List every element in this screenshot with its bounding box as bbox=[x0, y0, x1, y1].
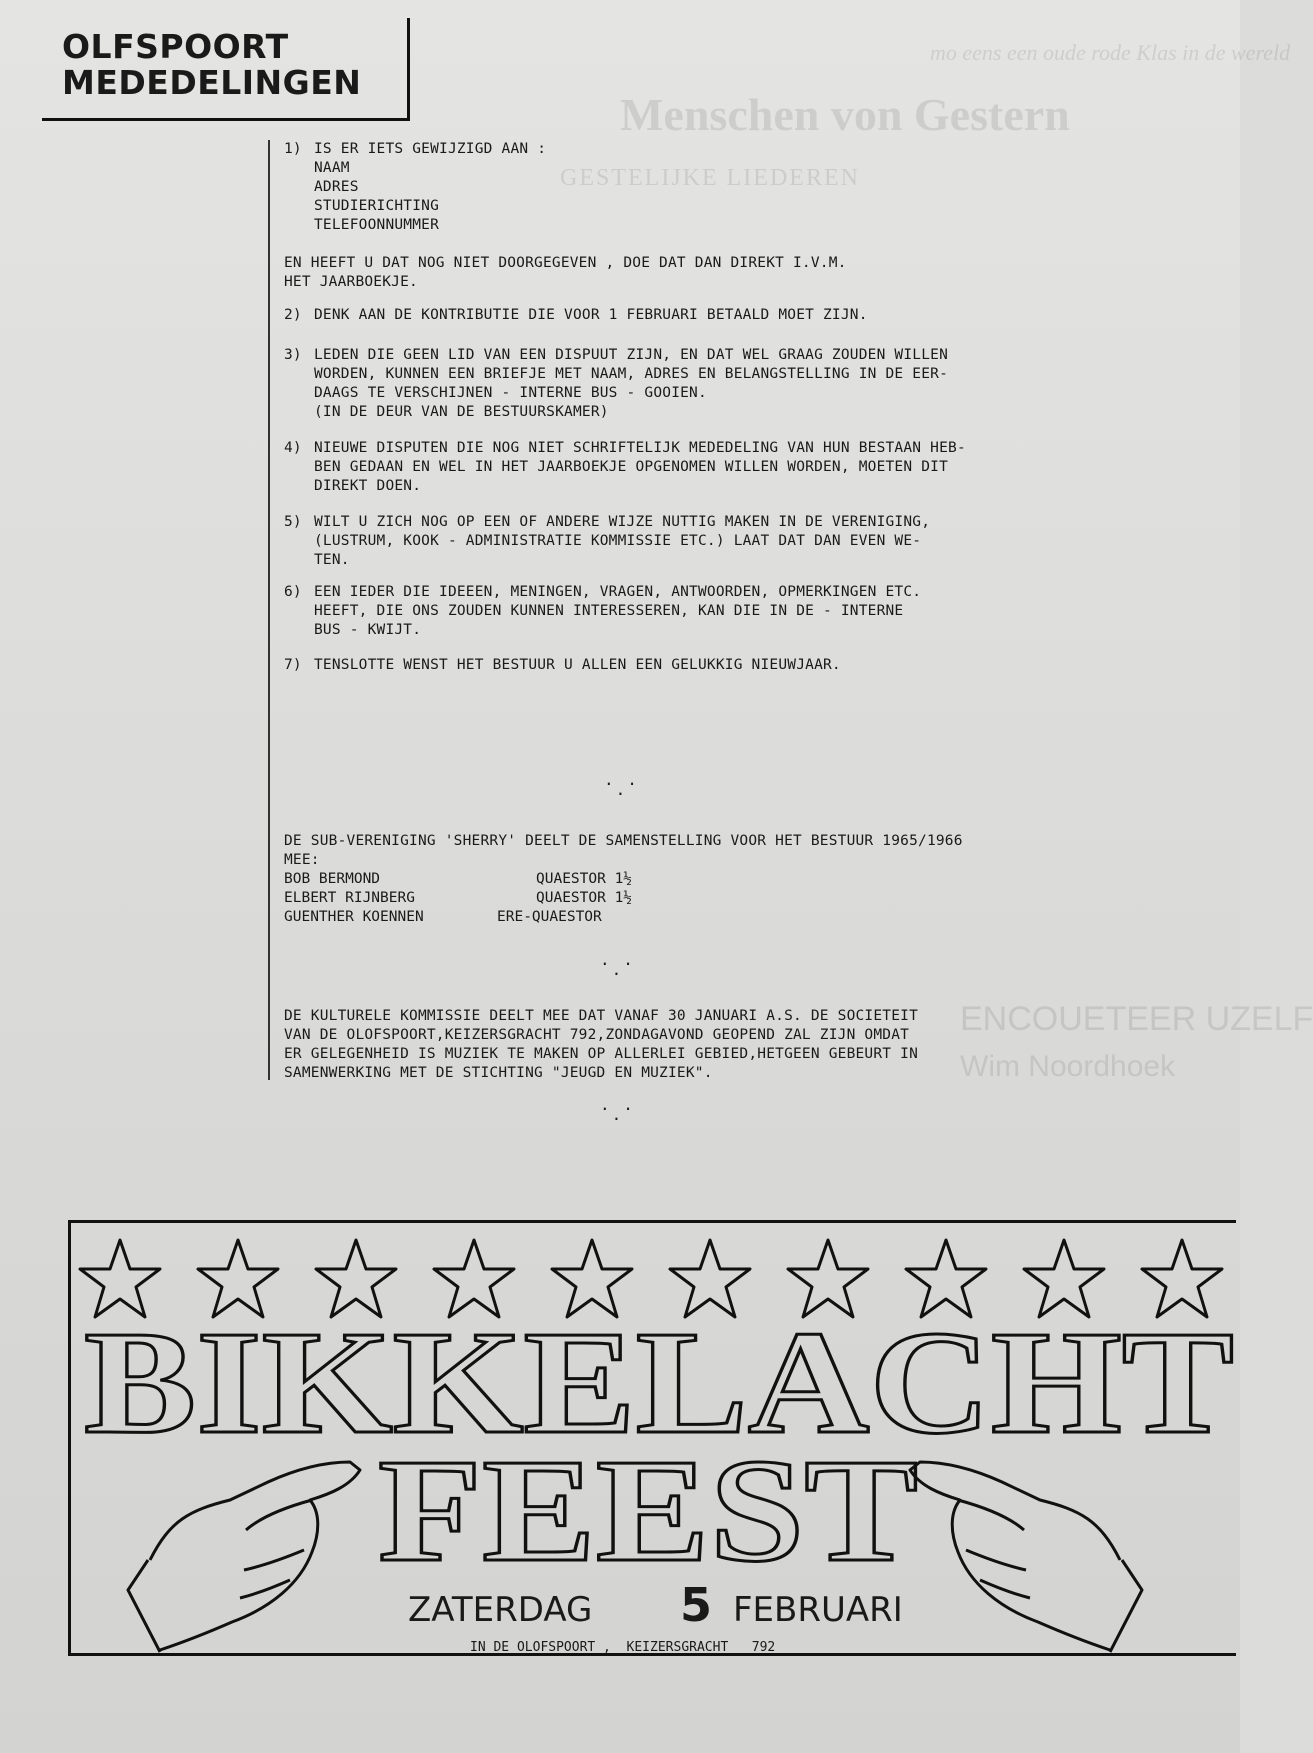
bleed-through-author: Wim Noordhoek bbox=[960, 1050, 1176, 1083]
kulturele-line-3: ER GELEGENHEID IS MUZIEK TE MAKEN OP ALLERLEI GEBIED,HETGEEN GEBEURT IN bbox=[284, 1046, 919, 1062]
item-1-line-1: IS ER IETS GEWIJZIGD AAN : bbox=[314, 141, 547, 157]
poster-day: ZATERDAG bbox=[408, 1590, 593, 1630]
bleed-through-heading: ENCOUETEER UZELF bbox=[960, 1000, 1313, 1038]
sherry-line-1: DE SUB-VERENIGING 'SHERRY' DEELT DE SAMENSTELLING VOOR HET BESTUUR 1965/1966 bbox=[284, 833, 963, 849]
item-3-line-1: LEDEN DIE GEEN LID VAN EEN DISPUUT ZIJN, EN DAT WEL GRAAG ZOUDEN WILLEN bbox=[314, 347, 949, 363]
item-1-line-5: TELEFOONNUMMER bbox=[314, 217, 440, 233]
poster-date-number: 5 bbox=[680, 1578, 713, 1632]
item-1-line-3: ADRES bbox=[314, 179, 359, 195]
item-3-line-4: (IN DE DEUR VAN DE BESTUURSKAMER) bbox=[314, 404, 609, 420]
separator-dots-2: . . . bbox=[600, 950, 635, 979]
item-1-line-2: NAAM bbox=[314, 160, 350, 176]
item-4-line-3: DIREKT DOEN. bbox=[314, 478, 422, 494]
item-5-line-2: (LUSTRUM, KOOK - ADMINISTRATIE KOMMISSIE ETC.) LAAT DAT DAN EVEN WE- bbox=[314, 533, 922, 549]
item-3-number: 3) bbox=[284, 347, 302, 363]
bleed-through-subtitle: GESTELIJKE LIEDEREN bbox=[560, 165, 860, 191]
kulturele-line-4: SAMENWERKING MET DE STICHTING "JEUGD EN MUZIEK". bbox=[284, 1065, 713, 1081]
item-7-line-1: TENSLOTTE WENST HET BESTUUR U ALLEN EEN GELUKKIG NIEUWJAAR. bbox=[314, 657, 841, 673]
sherry-line-2: MEE: bbox=[284, 852, 320, 868]
pointing-hand-left-icon bbox=[128, 1462, 360, 1652]
item-1b-line-2: HET JAARBOEKJE. bbox=[284, 274, 418, 290]
bleed-through-title: Menschen von Gestern bbox=[620, 89, 1070, 140]
item-4-line-1: NIEUWE DISPUTEN DIE NOG NIET SCHRIFTELIJK MEDEDELING VAN HUN BESTAAN HEB- bbox=[314, 440, 966, 456]
kulturele-line-2: VAN DE OLOFSPOORT,KEIZERSGRACHT 792,ZONDAGAVOND GEOPEND ZAL ZIJN OMDAT bbox=[284, 1027, 910, 1043]
item-5-line-3: TEN. bbox=[314, 552, 350, 568]
poster-venue: IN DE OLOFSPOORT , KEIZERSGRACHT 792 bbox=[470, 1640, 776, 1655]
member-role: QUAESTOR 1½ bbox=[536, 871, 633, 887]
item-1-line-4: STUDIERICHTING bbox=[314, 198, 440, 214]
pointing-hand-right-icon bbox=[910, 1462, 1142, 1652]
poster-month: FEBRUARI bbox=[733, 1590, 903, 1630]
item-4-number: 4) bbox=[284, 440, 302, 456]
item-5-number: 5) bbox=[284, 514, 302, 530]
item-4-line-2: BEN GEDAAN EN WEL IN HET JAARBOEKJE OPGENOMEN WILLEN WORDEN, MOETEN DIT bbox=[314, 459, 949, 475]
item-1b-line-1: EN HEEFT U DAT NOG NIET DOORGEGEVEN , DOE DAT DAN DIREKT I.V.M. bbox=[284, 255, 847, 271]
poster-headline-2: FEEST bbox=[378, 1429, 918, 1593]
member-name: GUENTHER KOENNEN bbox=[284, 909, 424, 925]
item-2-number: 2) bbox=[284, 307, 302, 323]
member-name: BOB BERMOND bbox=[284, 871, 381, 887]
item-5-line-1: WILT U ZICH NOG OP EEN OF ANDERE WIJZE NUTTIG MAKEN IN DE VERENIGING, bbox=[314, 514, 931, 530]
masthead-line-1: OLFSPOORT bbox=[62, 27, 289, 66]
item-1-number: 1) bbox=[284, 141, 302, 157]
item-2-line-1: DENK AAN DE KONTRIBUTIE DIE VOOR 1 FEBRUARI BETAALD MOET ZIJN. bbox=[314, 307, 868, 323]
bleed-through-top: mo eens een oude rode Klas in de wereld bbox=[930, 40, 1291, 65]
item-6-line-1: EEN IEDER DIE IDEEEN, MENINGEN, VRAGEN, ANTWOORDEN, OPMERKINGEN ETC. bbox=[314, 584, 922, 600]
separator-dots-1: . . . bbox=[604, 770, 639, 799]
separator-dots-3: . . . bbox=[600, 1095, 635, 1124]
item-3-line-2: WORDEN, KUNNEN EEN BRIEFJE MET NAAM, ADRES EN BELANGSTELLING IN DE EER- bbox=[314, 366, 949, 382]
item-7-number: 7) bbox=[284, 657, 302, 673]
item-6-line-3: BUS - KWIJT. bbox=[314, 622, 422, 638]
item-6-number: 6) bbox=[284, 584, 302, 600]
masthead-line-2: MEDEDELINGEN bbox=[62, 63, 362, 102]
poster-headline-1: BIKKELACHT bbox=[84, 1301, 1234, 1465]
kulturele-line-1: DE KULTURELE KOMMISSIE DEELT MEE DAT VANAF 30 JANUARI A.S. DE SOCIETEIT bbox=[284, 1008, 919, 1024]
member-name: ELBERT RIJNBERG bbox=[284, 890, 415, 906]
member-role: ERE-QUAESTOR bbox=[497, 909, 602, 925]
member-role: QUAESTOR 1½ bbox=[536, 890, 633, 906]
item-3-line-3: DAAGS TE VERSCHIJNEN - INTERNE BUS - GOOIEN. bbox=[314, 385, 707, 401]
item-6-line-2: HEEFT, DIE ONS ZOUDEN KUNNEN INTERESSEREN, KAN DIE IN DE - INTERNE bbox=[314, 603, 904, 619]
